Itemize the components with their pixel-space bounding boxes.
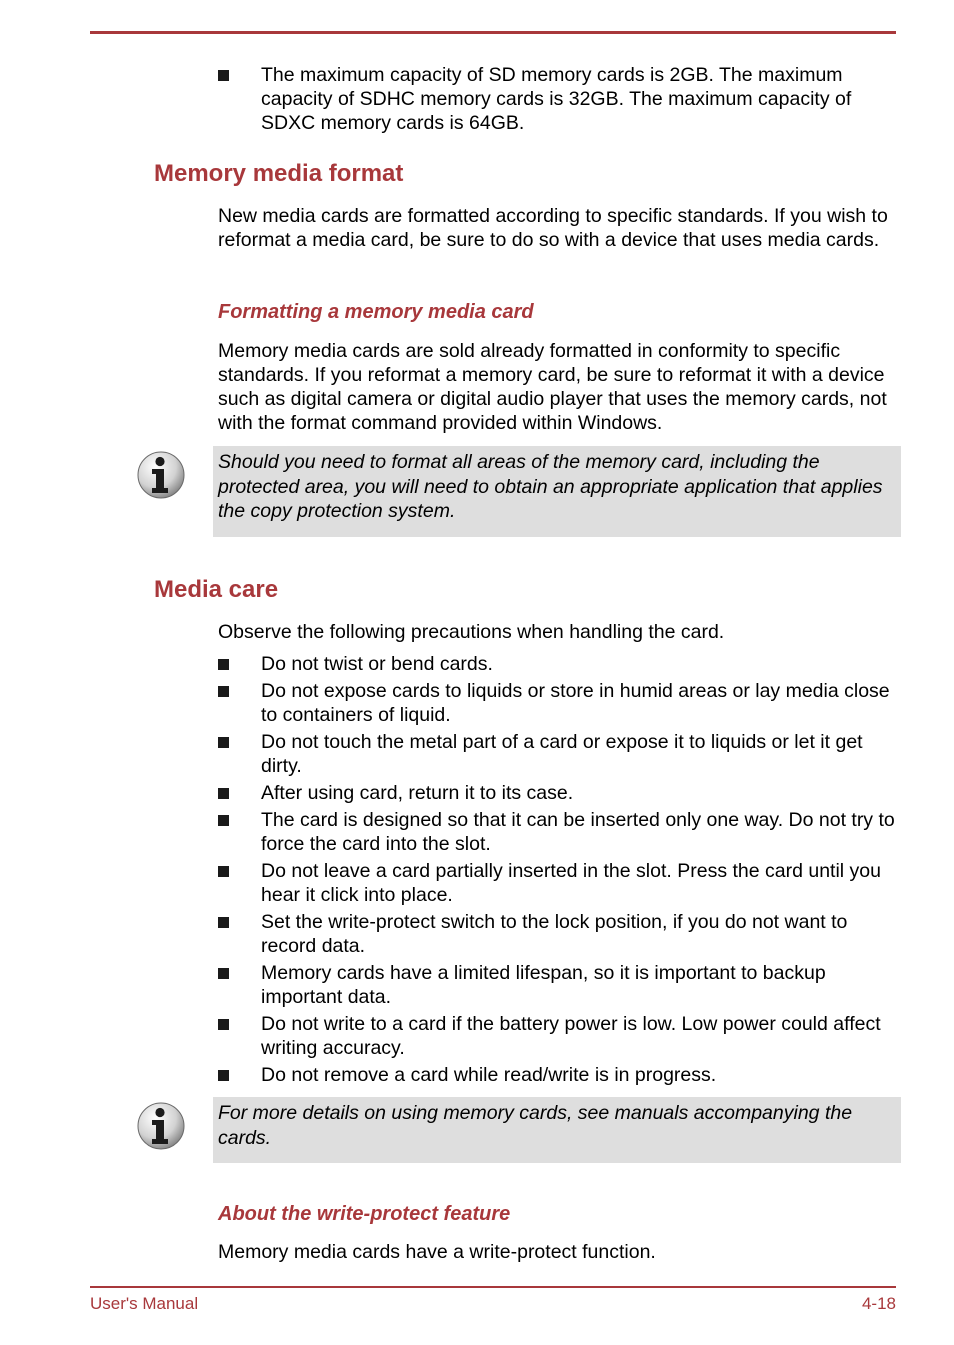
list-item	[218, 1012, 898, 1060]
bullet-square	[218, 1019, 229, 1030]
note-text: For more details on using memory cards, see manuals accompanying the cards.	[218, 1102, 853, 1149]
formatting-body-paragraph: Memory media cards are sold already formatted in conformity to specific standards. If you reformat a memory card, be sure to reformat it with a device such as digital camera or digital audio player that uses the memory cards, not with the format command provided within Windows.	[218, 340, 887, 434]
subheading-formatting-card: Formatting a memory media card	[218, 301, 534, 323]
bullet-square	[218, 737, 229, 748]
list-item-text: Do not leave a card partially inserted in the slot. Press the card until you hear it click into place.	[261, 860, 881, 906]
header-rule	[90, 31, 896, 34]
list-item-text: Do not expose cards to liquids or store in humid areas or lay media close to containers of liquid.	[261, 680, 890, 726]
list-item-text: Do not twist or bend cards.	[261, 653, 493, 675]
list-item-text: Do not touch the metal part of a card or expose it to liquids or let it get dirty.	[261, 731, 863, 777]
list-item	[218, 781, 898, 805]
list-item	[218, 910, 898, 958]
care-bullet-list	[218, 652, 898, 1087]
list-item-text: Do not write to a card if the battery power is low. Low power could affect writing accuracy.	[261, 1013, 881, 1059]
section-heading-memory-media-format: Memory media format	[154, 160, 404, 187]
footer-rule	[90, 1286, 896, 1288]
note-text: Should you need to format all areas of the memory card, including the protected area, you will need to obtain an appropriate application that applies the copy protection system.	[218, 451, 883, 522]
list-item-text: Memory cards have a limited lifespan, so it is important to backup important data.	[261, 962, 826, 1008]
info-icon	[136, 1101, 186, 1151]
bullet-square	[218, 659, 229, 670]
capacity-bullet-list	[218, 63, 898, 135]
bullet-square	[218, 686, 229, 697]
list-item	[218, 730, 898, 778]
bullet-square	[218, 866, 229, 877]
list-item-text: Do not remove a card while read/write is in progress.	[261, 1064, 717, 1086]
list-item-text: After using card, return it to its case.	[261, 782, 574, 804]
bullet-square	[218, 788, 229, 799]
list-item	[218, 961, 898, 1009]
bullet-square	[218, 1070, 229, 1081]
bullet-square	[218, 70, 229, 81]
footer-manual-title: User's Manual	[90, 1294, 199, 1313]
list-item	[218, 808, 898, 856]
format-intro-paragraph: New media cards are formatted according to specific standards. If you wish to reformat a media card, be sure to do so with a device that uses media cards.	[218, 205, 888, 251]
list-item	[218, 652, 898, 676]
subheading-write-protect: About the write-protect feature	[218, 1203, 511, 1225]
bullet-square	[218, 968, 229, 979]
list-item	[218, 679, 898, 727]
list-item	[218, 859, 898, 907]
care-intro-paragraph: Observe the following precautions when handling the card.	[218, 621, 725, 643]
section-heading-media-care: Media care	[154, 576, 279, 603]
note-box-memory-cards	[213, 1097, 901, 1163]
bullet-square	[218, 917, 229, 928]
write-protect-paragraph: Memory media cards have a write-protect function.	[218, 1241, 656, 1263]
list-item-text: Set the write-protect switch to the lock position, if you do not want to record data.	[261, 911, 848, 957]
footer-page-number: 4-18	[861, 1294, 896, 1313]
list-item-text: The card is designed so that it can be inserted only one way. Do not try to force the card into the slot.	[261, 809, 895, 855]
bullet-square	[218, 815, 229, 826]
list-item	[218, 63, 898, 135]
list-item	[218, 1063, 898, 1087]
info-icon	[136, 450, 186, 500]
note-box-format	[213, 446, 901, 537]
list-item-text: The maximum capacity of SD memory cards is 2GB. The maximum capacity of SDHC memory cards is 32GB. The maximum capacity of SDXC memory cards is 64GB.	[261, 64, 852, 134]
